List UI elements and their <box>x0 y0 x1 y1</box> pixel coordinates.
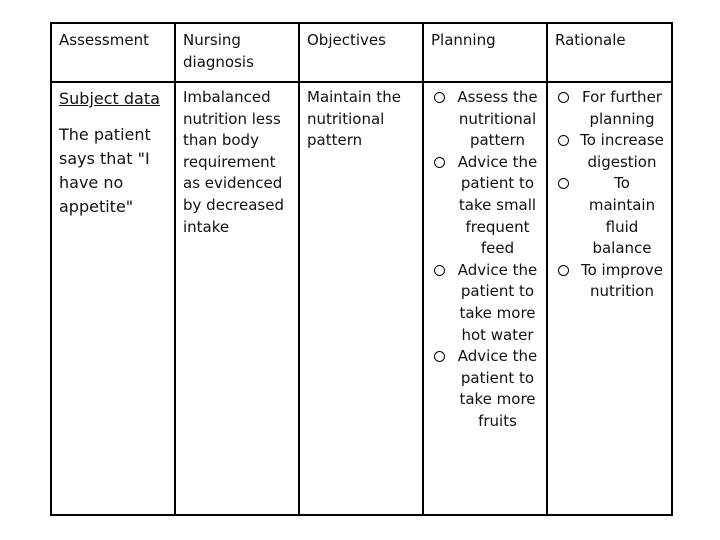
hollow-circle-bullet-icon <box>558 92 569 103</box>
nursing-care-plan-table <box>50 22 673 516</box>
hollow-circle-bullet-icon <box>434 157 445 168</box>
header-objectives: Objectives <box>299 23 423 82</box>
hollow-circle-bullet-icon <box>558 265 569 276</box>
nursing-diagnosis-cell <box>175 82 299 515</box>
planning-item: Assess the nutritional pattern <box>431 87 540 152</box>
rationale-item: To improve nutrition <box>555 260 665 303</box>
header-row <box>51 23 672 82</box>
hollow-circle-bullet-icon <box>558 178 569 189</box>
rationale-list <box>555 87 665 303</box>
header-assessment: Assessment <box>51 23 175 82</box>
planning-cell <box>423 82 547 515</box>
planning-list <box>431 87 540 433</box>
hollow-circle-bullet-icon <box>434 351 445 362</box>
objectives-cell <box>299 82 423 515</box>
planning-item: Advice the patient to take small frequent feed <box>431 152 540 260</box>
rationale-item: To maintain fluid balance <box>555 173 665 259</box>
hollow-circle-bullet-icon <box>558 135 569 146</box>
subject-data-label: Subject data <box>59 89 160 108</box>
nursing-diagnosis-text: Imbalanced nutrition less than body requirement as evidenced by decreased intake <box>183 88 284 236</box>
hollow-circle-bullet-icon <box>434 265 445 276</box>
assessment-cell <box>51 82 175 515</box>
header-rationale: Rationale <box>547 23 672 82</box>
planning-item: Advice the patient to take more fruits <box>431 346 540 432</box>
rationale-item: For further planning <box>555 87 665 130</box>
header-nursing-diagnosis: Nursing diagnosis <box>175 23 299 82</box>
content-row <box>51 82 672 515</box>
objectives-text: Maintain the nutritional pattern <box>307 88 401 150</box>
rationale-cell <box>547 82 672 515</box>
planning-item: Advice the patient to take more hot water <box>431 260 540 346</box>
rationale-item: To increase digestion <box>555 130 665 173</box>
patient-statement: The patient says that "I have no appetite" <box>59 125 151 216</box>
hollow-circle-bullet-icon <box>434 92 445 103</box>
header-planning: Planning <box>423 23 547 82</box>
